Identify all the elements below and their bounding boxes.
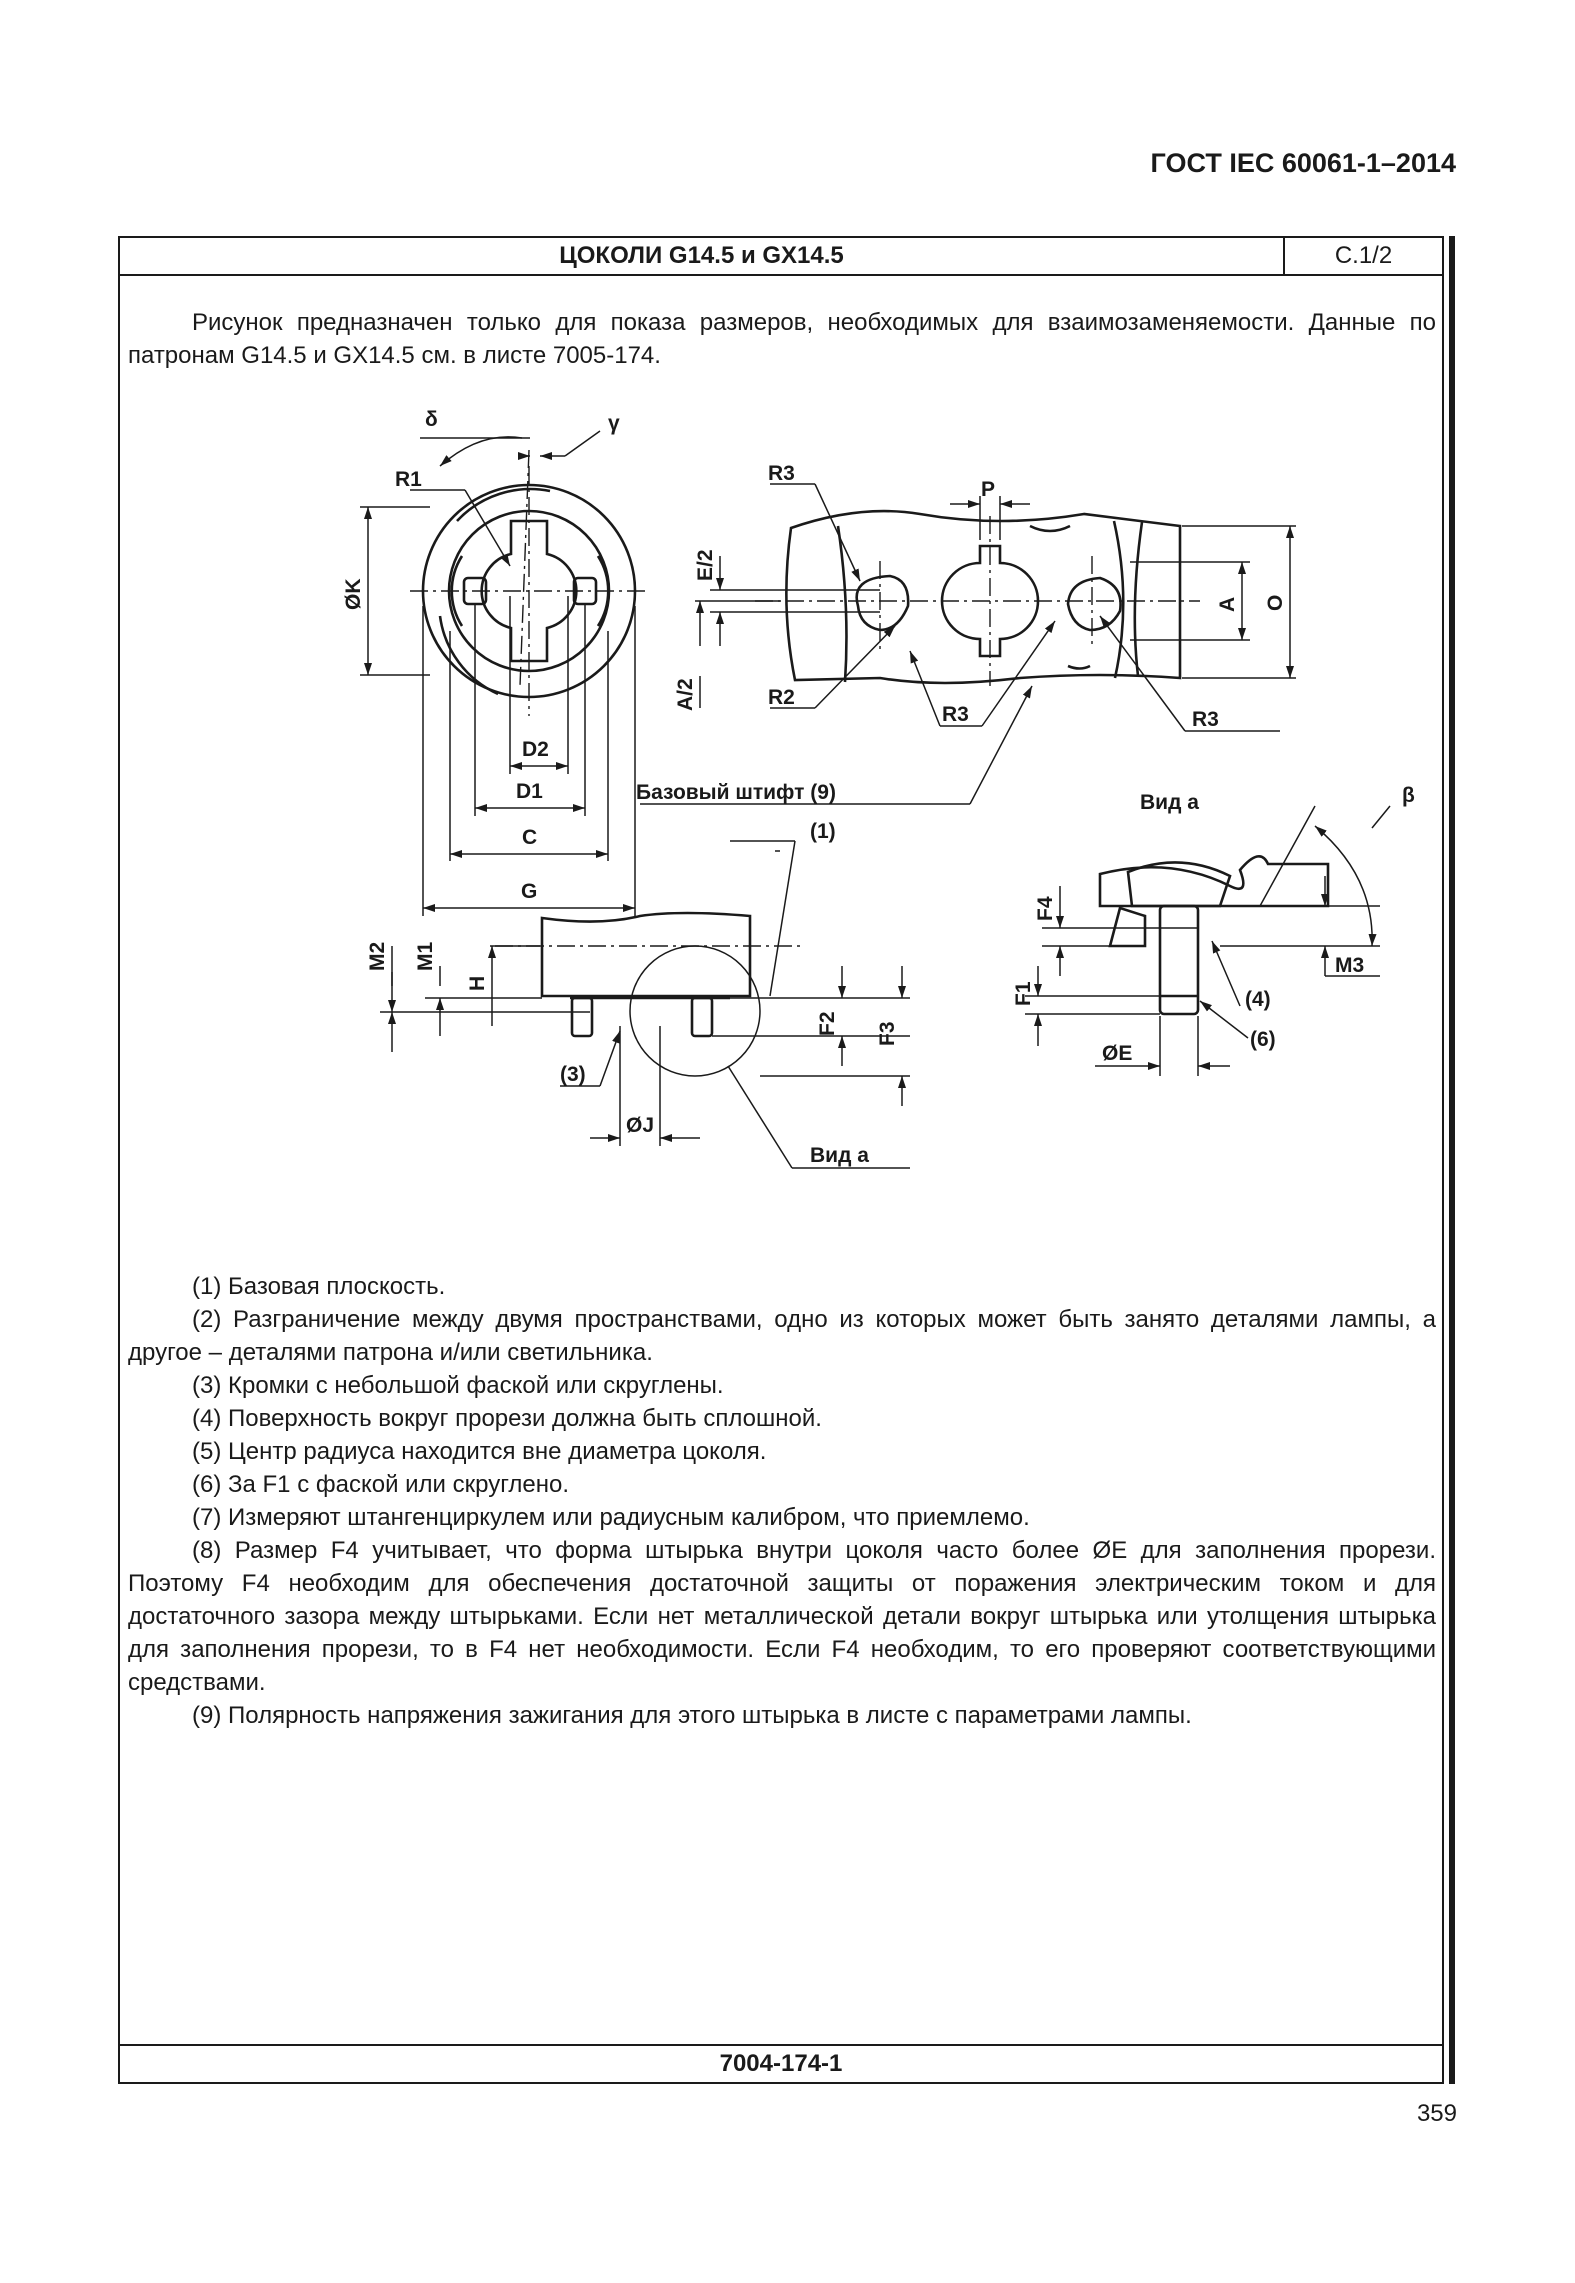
technical-drawing xyxy=(120,386,1442,1246)
note-1-marker: (1) xyxy=(810,820,836,843)
dim-f3-label: F3 xyxy=(876,1021,899,1046)
radius-r2-label: R2 xyxy=(768,686,795,709)
note-item: (6) За F1 с фаской или скруглено. xyxy=(192,1471,570,1498)
view-a-title: Вид а xyxy=(1140,791,1199,814)
intro-paragraph xyxy=(128,306,1436,372)
note-item: (1) Базовая плоскость. xyxy=(192,1273,446,1300)
notes-list xyxy=(128,1270,1436,1732)
angle-gamma-label: γ xyxy=(608,412,620,435)
pin-label: Базовый штифт (9) xyxy=(636,781,836,804)
sheet-footer: 7004-174-1 xyxy=(120,2044,1442,2082)
dim-a-half-label: A/2 xyxy=(674,678,697,711)
dim-d2-label: D2 xyxy=(522,738,549,761)
radius-r3-label: R3 xyxy=(768,462,795,485)
dim-m1-label: M1 xyxy=(414,941,437,971)
sheet-border-accent xyxy=(1449,236,1455,2084)
view-a-detail xyxy=(1012,784,1415,1076)
view-a-callout: Вид а xyxy=(810,1144,869,1167)
side-section xyxy=(636,462,1296,814)
dim-f4-label: F4 xyxy=(1034,896,1057,921)
standard-code: ГОСТ IEC 60061-1–2014 xyxy=(1150,148,1456,178)
dim-f2-label: F2 xyxy=(816,1011,839,1036)
dim-m2-label: M2 xyxy=(366,941,389,971)
note-item: (7) Измеряют штангенциркулем или радиусным калибром, что приемлемо. xyxy=(192,1504,1030,1531)
dim-f1-label: F1 xyxy=(1012,981,1035,1006)
drawing-sheet xyxy=(118,236,1444,2084)
page-number: 359 xyxy=(1416,2100,1457,2127)
radius-r3-bottom-label: R3 xyxy=(942,703,969,726)
note-item: (4) Поверхность вокруг прорези должна быть сплошной. xyxy=(192,1405,822,1432)
dim-p-label: P xyxy=(981,478,996,501)
dim-k-label: ØK xyxy=(342,578,365,610)
note-3-marker: (3) xyxy=(560,1063,586,1086)
note-item: (9) Полярность напряжения зажигания для этого штырька в листе с параметрами лампы. xyxy=(192,1702,1192,1729)
dim-h-label: H xyxy=(466,975,489,991)
dim-c-label: C xyxy=(522,826,538,849)
note-item: (5) Центр радиуса находится вне диаметра цоколя. xyxy=(192,1438,767,1465)
dim-m3-label: M3 xyxy=(1335,954,1365,977)
note-item: (8) Размер F4 учитывает, что форма штырька внутри цоколя часто более ØE для заполнения прорези. Поэтому F4 необходим для обеспечения достаточной защиты от поражения электрическим током и для достаточного зазора между штырьками. Если нет металлической детали вокруг штырька или утолщения штырька для заполнения прорези, то в F4 нет необходимости. Если F4 необходим, то его проверяют соответствующими средствами. xyxy=(128,1537,1436,1696)
side-view xyxy=(366,820,910,1168)
note-4-marker: (4) xyxy=(1245,988,1271,1011)
dim-e-half-label: E/2 xyxy=(694,549,717,581)
intro-text: Рисунок предназначен только для показа размеров, необходимых для взаимозаменяемости. Данные по патронам G14.5 и GX14.5 см. в листе 7005-174. xyxy=(128,309,1436,369)
sheet-title: ЦОКОЛИ G14.5 и GX14.5 xyxy=(120,238,1285,274)
dim-o-label: O xyxy=(1264,594,1287,611)
note-item: (2) Разграничение между двумя пространствами, одно из которых может быть занято деталями лампы, а другое – деталями патрона и/или светильника. xyxy=(128,1306,1436,1366)
dim-j-label: ØJ xyxy=(626,1114,655,1137)
angle-delta-label: δ xyxy=(425,408,438,431)
dim-a-label: A xyxy=(1216,596,1239,612)
dim-d1-label: D1 xyxy=(516,780,543,803)
note-6-marker: (6) xyxy=(1250,1028,1276,1051)
radius-r1-label: R1 xyxy=(395,468,422,491)
radius-r3-right-label: R3 xyxy=(1192,708,1219,731)
end-view xyxy=(342,408,650,916)
dim-e-label: ØE xyxy=(1102,1042,1133,1065)
note-item: (3) Кромки с небольшой фаской или скруглены. xyxy=(192,1372,724,1399)
sheet-number: С.1/2 xyxy=(1334,242,1393,269)
sheet-header xyxy=(120,238,1442,276)
angle-beta-label: β xyxy=(1402,784,1415,807)
dim-g-label: G xyxy=(521,880,538,903)
